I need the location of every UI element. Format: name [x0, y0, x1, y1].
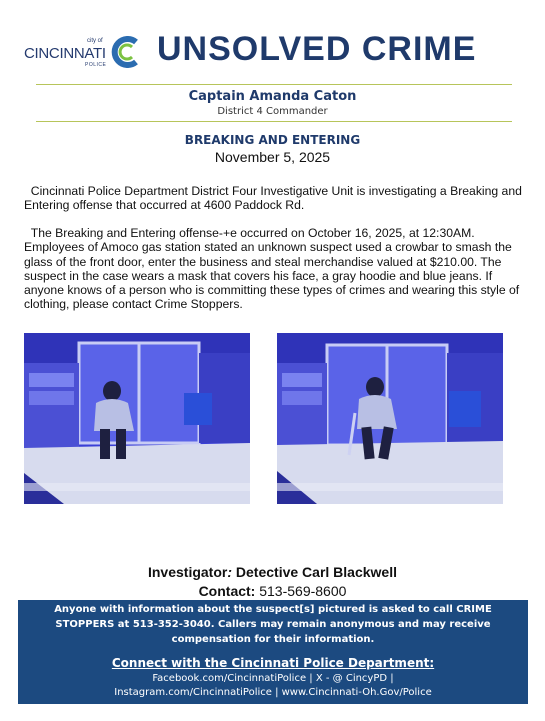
social-links-line2[interactable]: Instagram.com/CincinnatiPolice | www.Cincinnati-Oh.Gov/Police [114, 687, 432, 698]
divider-top [36, 84, 512, 85]
investigator-colon: : [227, 564, 233, 580]
logo-city: CINCINNATI [24, 45, 106, 62]
crime-stoppers-message: Anyone with information about the suspect[s] pictured is asked to call CRIME STOPPERS at 513-352-3040. Callers may remain anonymous and may receive compensation for their information. [54, 604, 492, 645]
contact-phone[interactable]: 513-569-8600 [255, 583, 347, 599]
header [0, 28, 545, 78]
contact-label: Contact: [198, 583, 256, 599]
divider-bottom [36, 121, 512, 122]
commander-name: Captain Amanda Caton [188, 89, 357, 104]
contact-line [0, 583, 545, 599]
footer-box [18, 600, 528, 704]
cincinnati-logo-icon [110, 36, 142, 68]
investigator-line [0, 564, 545, 580]
crime-type: BREAKING AND ENTERING [184, 133, 361, 147]
logo-police: POLICE [85, 62, 107, 68]
crime-date: November 5, 2025 [214, 149, 331, 165]
investigator-label: Investigator [147, 564, 228, 580]
commander-role: District 4 Commander [217, 106, 328, 117]
connect-heading: Connect with the Cincinnati Police Department: [111, 656, 435, 670]
suspect-photo-2 [277, 333, 503, 504]
suspect-photo-1 [24, 333, 250, 504]
social-links-line1[interactable]: Facebook.com/CincinnatiPolice | X - @ CincyPD | [152, 673, 394, 684]
paragraph-intro: Cincinnati Police Department District Four Investigative Unit is investigating a Breaking and Entering offense that occurred at 4600 Paddock Rd. [24, 184, 526, 213]
social-links [18, 672, 528, 700]
paragraph-details: The Breaking and Entering offense-+e occurred on October 16, 2025, at 12:30AM. Employees of Amoco gas station stated an unknown suspect used a crowbar to smash the glass of the front door, enter the business and steal merchandise valued at $210.00. The suspect in the case wears a mask that covers his face, a gray hoodie and blue jeans. If anyone knows of a person who is committing these types of crimes and wearing this style of clothing, please contact Crime Stoppers. [24, 226, 523, 312]
logo-cityof: city of [87, 38, 103, 44]
investigator-name: Detective Carl Blackwell [232, 564, 397, 580]
page-title: UNSOLVED CRIME [157, 30, 477, 68]
